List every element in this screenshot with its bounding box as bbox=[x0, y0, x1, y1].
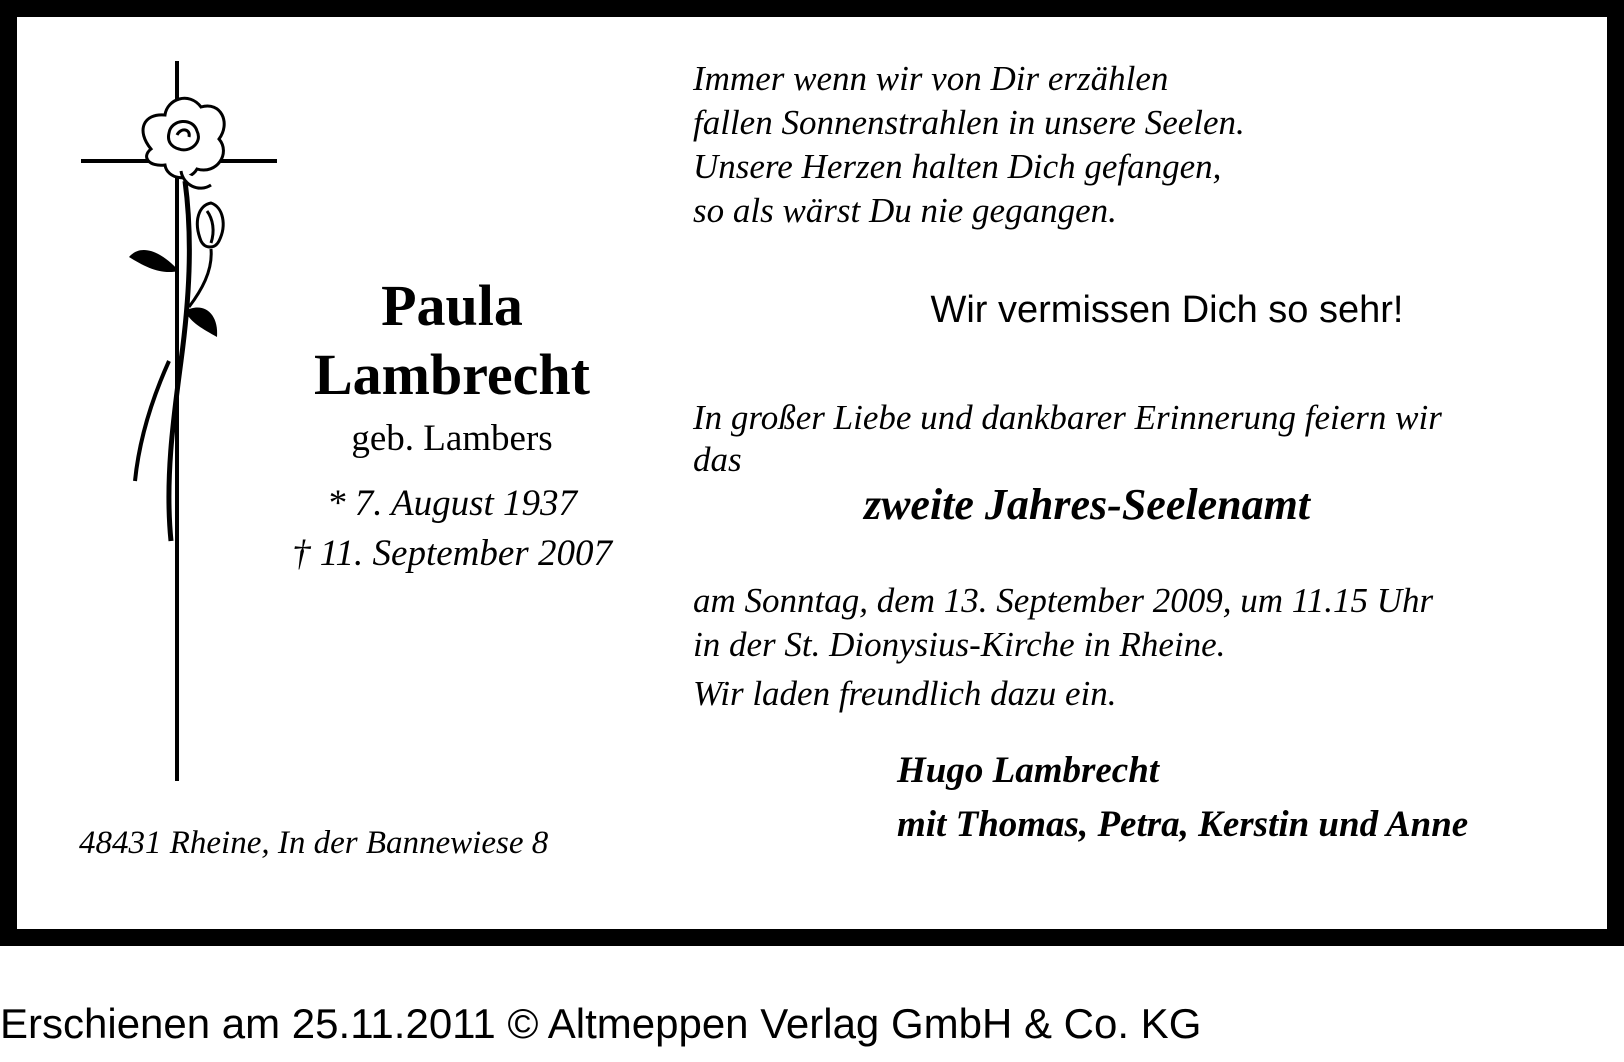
address: 48431 Rheine, In der Bannewiese 8 bbox=[79, 825, 549, 861]
details-line: in der St. Dionysius-Kirche in Rheine. bbox=[693, 625, 1226, 664]
mass-title: zweite Jahres-Seelenamt bbox=[863, 480, 1311, 529]
death-date: † 11. September 2007 bbox=[292, 533, 612, 574]
poem-line: fallen Sonnenstrahlen in unsere Seelen. bbox=[693, 103, 1245, 142]
service-details bbox=[693, 579, 1433, 667]
memorial-poem bbox=[693, 57, 1245, 233]
poem-line: Unsere Herzen halten Dich gefangen, bbox=[693, 147, 1222, 186]
intro-line: In großer Liebe und dankbarer Erinnerung feiern wir bbox=[693, 398, 1442, 437]
details-line: am Sonntag, dem 13. September 2009, um 11.15 Uhr bbox=[693, 581, 1434, 620]
maiden-name: geb. Lambers bbox=[351, 418, 553, 459]
invitation-line: Wir laden freundlich dazu ein. bbox=[693, 674, 1117, 713]
signature-line-1: Hugo Lambrecht bbox=[897, 750, 1160, 791]
poem-line: so als wärst Du nie gegangen. bbox=[693, 191, 1117, 230]
deceased-last-name: Lambrecht bbox=[313, 342, 590, 407]
signature-line-2: mit Thomas, Petra, Kerstin und Anne bbox=[897, 804, 1469, 845]
intro-line: das bbox=[693, 440, 742, 479]
birth-date: * 7. August 1937 bbox=[326, 483, 578, 524]
poem-line: Immer wenn wir von Dir erzählen bbox=[693, 59, 1169, 98]
deceased-first-name: Paula bbox=[381, 273, 523, 338]
intro-text bbox=[693, 397, 1442, 481]
miss-you-line: Wir vermissen Dich so sehr! bbox=[930, 289, 1404, 331]
obituary-card bbox=[17, 17, 1607, 929]
publication-footer: Erschienen am 25.11.2011 © Altmeppen Verlag GmbH & Co. KG bbox=[0, 1000, 1202, 1047]
